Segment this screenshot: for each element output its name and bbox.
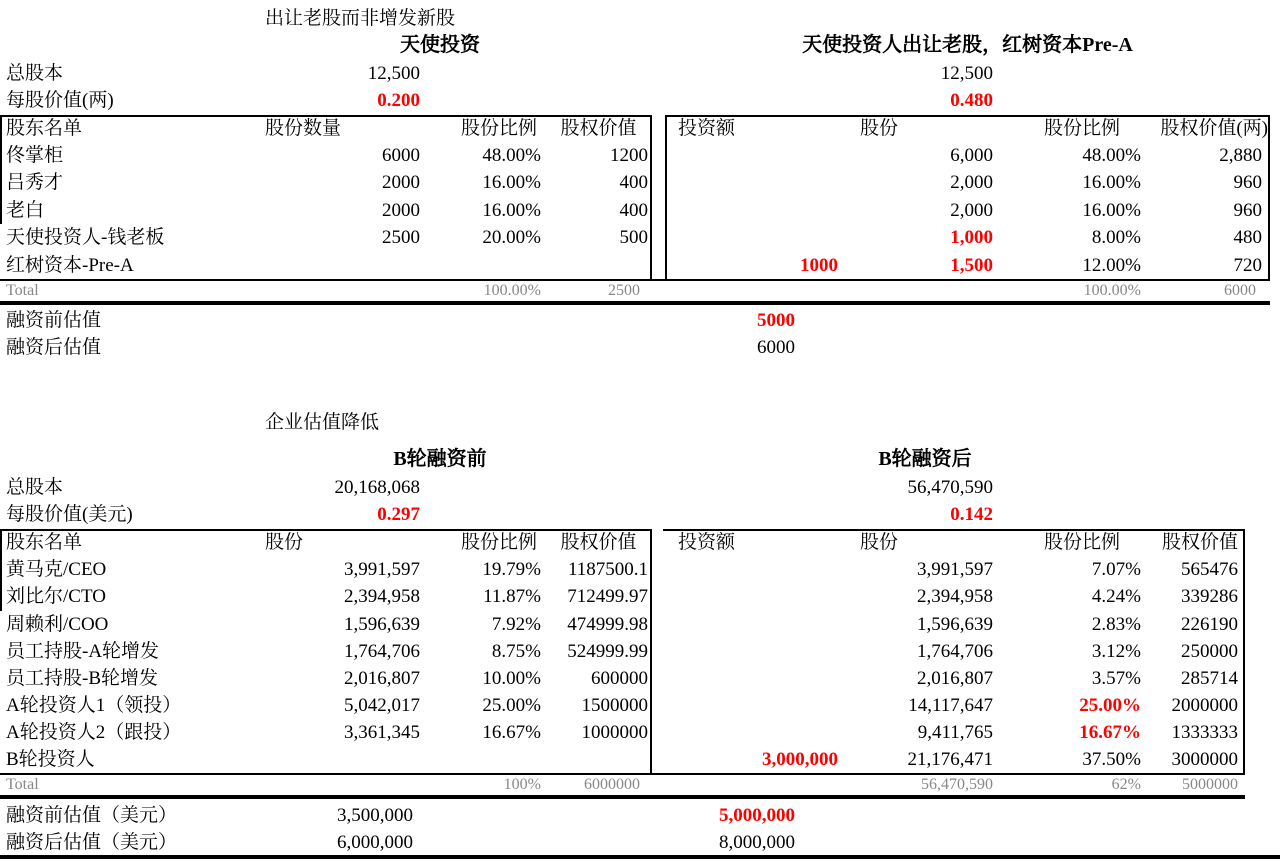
cell-name: 黄马克/CEO (6, 559, 107, 580)
cell-value: 400 (619, 172, 648, 193)
cell-ratio: 7.92% (491, 614, 541, 635)
s1-left-subtitle: 天使投资 (400, 34, 480, 56)
s2-left-header-row (0, 529, 652, 556)
cell-shares: 1,764,706 (344, 641, 420, 662)
cell-value: 720 (1233, 255, 1262, 276)
cell-shares: 21,176,471 (907, 749, 993, 770)
table-row (0, 692, 652, 719)
table-row (665, 224, 1270, 251)
s1-subtitle-row (0, 32, 1280, 59)
col-header-shares: 股份 (860, 118, 899, 139)
cell-shares: 3,361,345 (344, 722, 420, 743)
cell-shares: 5,042,017 (344, 695, 420, 716)
cell-value: 712499.97 (567, 586, 648, 607)
table-row (0, 583, 652, 610)
cell-value (545, 746, 652, 773)
cell-ratio: 48.00% (1082, 145, 1141, 166)
postmoney-label: 融资后估值 (6, 337, 102, 358)
cell-value: 226190 (1181, 614, 1238, 635)
cell-value: 3000000 (1171, 749, 1238, 770)
table-row (0, 197, 652, 224)
s1-left-total-shares: 12,500 (367, 63, 420, 84)
table-row (665, 169, 1270, 196)
cell-value: 474999.98 (567, 614, 648, 635)
cell-value: 1187500.1 (567, 559, 648, 580)
cell-value: 400 (619, 200, 648, 221)
total-value: 5000000 (1182, 776, 1238, 793)
cell-name: 刘比尔/CTO (6, 586, 106, 607)
s1-postmoney-row (0, 334, 1280, 361)
s2-title-row (0, 409, 1280, 436)
cell-value: 960 (1233, 172, 1262, 193)
s1-premoney-row (0, 307, 1280, 334)
cell-name: 周赖利/COO (6, 614, 109, 635)
cell-ratio: 12.00% (1082, 255, 1141, 276)
cell-ratio: 16.00% (1082, 172, 1141, 193)
cell-shares: 2,394,958 (344, 586, 420, 607)
table-row (665, 142, 1270, 169)
col-header-value: 股权价值 (560, 118, 637, 139)
s1-right-total-shares: 12,500 (940, 63, 993, 84)
cell-value: 565476 (1181, 559, 1238, 580)
table-row (0, 611, 652, 638)
cell-ratio: 37.50% (1082, 749, 1141, 770)
cell-shares: 1,596,639 (344, 614, 420, 635)
s1-left-total-row (0, 281, 652, 301)
cell-ratio: 16.00% (482, 172, 541, 193)
cell-investment (665, 556, 845, 583)
cell-shares: 2,394,958 (917, 586, 993, 607)
cell-value: 1200 (610, 145, 648, 166)
s1-section-title: 出让老股而非增发新股 (265, 8, 456, 29)
table-row (0, 719, 652, 746)
postmoney-value: 6000 (757, 337, 795, 358)
cell-ratio: 3.12% (1091, 641, 1141, 662)
cell-shares: 1,500 (950, 255, 993, 276)
cell-ratio (420, 252, 545, 279)
col-header-ratio: 股份比例 (1043, 118, 1120, 139)
s1-right-total-row (665, 281, 1270, 301)
cell-ratio: 16.67% (482, 722, 541, 743)
cell-shares: 9,411,765 (917, 722, 993, 743)
table-row (665, 611, 1245, 638)
cell-value (545, 252, 652, 279)
table-row (665, 746, 1245, 773)
postmoney-left-value: 6,000,000 (337, 832, 413, 853)
cell-investment (665, 665, 845, 692)
s1-right-price: 0.480 (950, 90, 993, 111)
cell-ratio: 16.00% (1082, 200, 1141, 221)
cell-value: 960 (1233, 200, 1262, 221)
total-value: 2500 (608, 282, 640, 299)
total-ratio: 100.00% (1083, 282, 1141, 299)
table-row (665, 719, 1245, 746)
cell-value: 1500000 (581, 695, 648, 716)
table-row (665, 665, 1245, 692)
cell-ratio: 19.79% (482, 559, 541, 580)
cell-ratio: 3.57% (1091, 668, 1141, 689)
cell-value: 2000000 (1171, 695, 1238, 716)
cell-shares: 1,764,706 (917, 641, 993, 662)
cell-name: 员工持股-B轮增发 (6, 668, 159, 689)
total-shares: 56,470,590 (921, 776, 993, 793)
cell-shares: 6000 (382, 145, 420, 166)
s1-left-header-row (0, 115, 652, 142)
cell-ratio: 48.00% (482, 145, 541, 166)
total-shares-label: 总股本 (6, 63, 64, 84)
cell-shares: 6,000 (950, 145, 993, 166)
cell-ratio: 25.00% (1079, 695, 1141, 716)
total-label: Total (6, 282, 39, 299)
cell-shares: 2,000 (950, 200, 993, 221)
cell-ratio (420, 746, 545, 773)
cell-value: 2,880 (1219, 145, 1262, 166)
table-row (0, 252, 652, 279)
s2-premoney-row (0, 802, 1280, 829)
postmoney-label: 融资后估值（美元） (6, 832, 178, 853)
cell-shares (258, 746, 420, 773)
cell-name: 红树资本-Pre-A (6, 255, 134, 276)
cell-investment (665, 719, 845, 746)
col-header-shareholder: 股东名单 (6, 118, 83, 139)
price-per-share-label: 每股价值(两) (6, 90, 114, 111)
cell-ratio: 16.00% (482, 200, 541, 221)
total-label: Total (6, 776, 39, 793)
s2-right-header-row (665, 529, 1245, 556)
premoney-value: 5000 (757, 310, 795, 331)
cell-ratio: 7.07% (1091, 559, 1141, 580)
cell-shares: 1,000 (950, 227, 993, 248)
cell-name: 佟掌柜 (6, 145, 64, 166)
table-row (665, 638, 1245, 665)
col-header-value: 股权价值 (1161, 532, 1238, 553)
s1-right-header-row (665, 115, 1270, 142)
cell-shares: 3,991,597 (917, 559, 993, 580)
cell-ratio: 8.00% (1091, 227, 1141, 248)
col-header-value: 股权价值 (560, 532, 637, 553)
cell-shares: 2000 (382, 172, 420, 193)
col-header-value: 股权价值(两) (1160, 118, 1268, 139)
s2-left-price: 0.297 (377, 504, 420, 525)
cell-value: 524999.99 (567, 641, 648, 662)
cell-value: 339286 (1181, 586, 1238, 607)
premoney-left-value: 3,500,000 (337, 805, 413, 826)
col-header-investment: 投资额 (678, 532, 736, 553)
s2-right-subtitle: B轮融资后 (878, 448, 972, 470)
total-shares-label: 总股本 (6, 477, 64, 498)
s2-postmoney-row (0, 829, 1280, 856)
cell-value: 480 (1233, 227, 1262, 248)
cell-investment (665, 169, 845, 196)
premoney-label: 融资前估值（美元） (6, 805, 178, 826)
table-row (0, 142, 652, 169)
s2-left-subtitle: B轮融资前 (393, 448, 487, 470)
col-header-shares: 股份数量 (265, 118, 342, 139)
cell-ratio: 2.83% (1091, 614, 1141, 635)
postmoney-right-value: 8,000,000 (719, 832, 795, 853)
s1-total-shares-row (0, 60, 1280, 87)
cell-shares: 2500 (382, 227, 420, 248)
s1-total-rule-bottom (0, 301, 1270, 305)
total-value: 6000000 (584, 776, 640, 793)
col-header-ratio: 股份比例 (1043, 532, 1120, 553)
cell-shares: 2,016,807 (344, 668, 420, 689)
cell-name: 吕秀才 (6, 172, 64, 193)
col-header-shares: 股份 (265, 532, 304, 553)
s2-price-row (0, 501, 1280, 528)
s2-subtitle-row (0, 446, 1280, 473)
table-row (0, 169, 652, 196)
cell-shares: 14,117,647 (908, 695, 993, 716)
cell-shares: 1,596,639 (917, 614, 993, 635)
cell-value: 600000 (591, 668, 648, 689)
cell-investment (665, 224, 845, 251)
price-per-share-label: 每股价值(美元) (6, 504, 133, 525)
cell-name: 天使投资人-钱老板 (6, 227, 165, 248)
s2-left-total-shares: 20,168,068 (334, 477, 420, 498)
cell-name: B轮投资人 (6, 749, 95, 770)
s2-right-total-row (665, 775, 1245, 795)
cell-investment (665, 692, 845, 719)
cell-ratio: 4.24% (1091, 586, 1141, 607)
s1-left-price: 0.200 (377, 90, 420, 111)
premoney-label: 融资前估值 (6, 310, 102, 331)
total-value: 6000 (1224, 282, 1256, 299)
cell-investment: 3,000,000 (762, 749, 838, 770)
col-header-ratio: 股份比例 (460, 532, 537, 553)
table-row (665, 692, 1245, 719)
cell-value: 250000 (1181, 641, 1238, 662)
cell-shares: 2000 (382, 200, 420, 221)
cell-ratio: 10.00% (482, 668, 541, 689)
col-header-investment: 投资额 (678, 118, 736, 139)
table-row (665, 197, 1270, 224)
cell-ratio: 16.67% (1079, 722, 1141, 743)
premoney-right-value: 5,000,000 (719, 805, 795, 826)
cell-shares: 3,991,597 (344, 559, 420, 580)
s2-right-total-shares: 56,470,590 (907, 477, 993, 498)
s2-right-price: 0.142 (950, 504, 993, 525)
cell-value: 500 (619, 227, 648, 248)
cell-investment (665, 583, 845, 610)
table-row (0, 556, 652, 583)
s2-total-rule-bottom (0, 795, 1245, 799)
table-row (0, 638, 652, 665)
total-ratio: 100% (503, 776, 541, 793)
cell-ratio: 8.75% (491, 641, 541, 662)
cell-ratio: 25.00% (482, 695, 541, 716)
cell-ratio: 20.00% (482, 227, 541, 248)
cell-name: A轮投资人2（跟投） (6, 722, 182, 743)
table-row (0, 665, 652, 692)
cell-name: A轮投资人1（领投） (6, 695, 182, 716)
col-header-ratio: 股份比例 (460, 118, 537, 139)
total-ratio: 62% (1111, 776, 1141, 793)
cell-shares (258, 252, 420, 279)
cell-shares: 2,016,807 (917, 668, 993, 689)
cell-investment (665, 611, 845, 638)
s1-price-row (0, 87, 1280, 114)
col-header-shareholder: 股东名单 (6, 532, 83, 553)
cell-investment (665, 638, 845, 665)
cell-value: 1333333 (1171, 722, 1238, 743)
table-row (0, 746, 652, 773)
cell-investment: 1000 (800, 255, 838, 276)
s2-section-title: 企业估值降低 (265, 412, 380, 433)
table-row (665, 556, 1245, 583)
cell-value: 1000000 (581, 722, 648, 743)
cell-investment (665, 142, 845, 169)
cell-value: 285714 (1181, 668, 1238, 689)
s1-title-row (0, 5, 1280, 32)
col-header-shares: 股份 (860, 532, 899, 553)
cell-ratio: 11.87% (483, 586, 541, 607)
table-row (665, 252, 1270, 279)
s2-total-shares-row (0, 474, 1280, 501)
cell-investment (665, 197, 845, 224)
cell-name: 老白 (6, 200, 45, 221)
table-row (665, 583, 1245, 610)
table-row (0, 224, 652, 251)
s1-right-subtitle: 天使投资人出让老股，红树资本Pre-A (802, 34, 1133, 56)
cell-name: 员工持股-A轮增发 (6, 641, 160, 662)
total-ratio: 100.00% (483, 282, 541, 299)
s2-left-total-row (0, 775, 652, 795)
cell-shares: 2,000 (950, 172, 993, 193)
